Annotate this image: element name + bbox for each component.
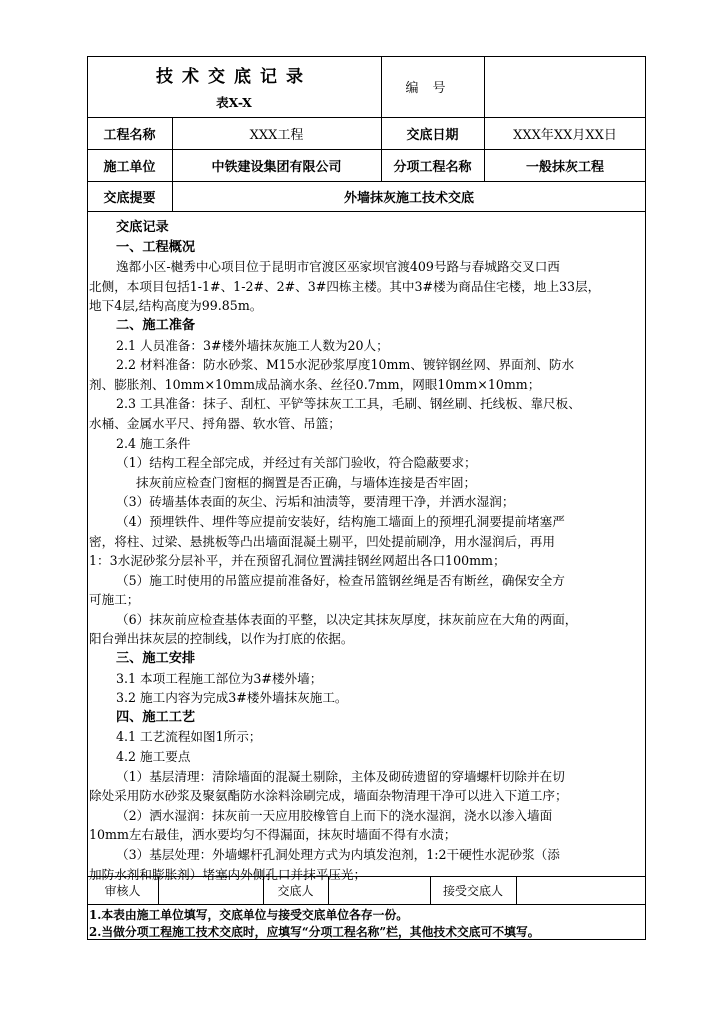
reviewer-label: 审核人 [104,883,141,898]
record-heading: 交底记录 [116,220,169,235]
reviewer-field[interactable] [158,876,263,904]
section-heading: 二、施工准备 [116,317,196,333]
text-line: 4.2 施工要点 [116,749,191,765]
unit-label: 施工单位 [103,159,156,175]
text-line: 北侧，本项目包括1-1#、1-2#、2#、3#四栋主楼。其中3#楼为商品住宅楼，地上33层， [89,278,601,294]
text-line: （1）结构工程全部完成，并经过有关部门验收，符合隐蔽要求； [116,455,477,471]
text-line: 抹灰前应检查门窗框的搁置是否正确，与墙体连接是否牢固； [136,474,477,490]
date-label: 交底日期 [406,127,459,143]
text-line: 密，将柱、过梁、悬挑板等凸出墙面混凝土剔平，凹处提前刷净，用水湿润后，再用 [89,533,555,549]
text-line: （6）抹灰前应检查基体表面的平整，以决定其抹灰厚度，抹灰前应在大角的两面， [116,611,578,627]
text-line: 2.2 材料准备：防水砂浆、M15水泥砂浆厚度10mm、镀锌钢丝网、界面剂、防水 [116,357,575,373]
text-line: （4）预埋铁件、埋件等应提前安装好，结构施工墙面上的预埋孔洞要提前堵塞严 [116,513,565,529]
row-divider [87,211,646,212]
section-heading: 四、施工工艺 [116,709,196,725]
discloser-field[interactable] [328,876,430,904]
text-line: 2.1 人员准备：3#楼外墙抹灰施工人数为20人； [116,337,389,353]
record-body[interactable] [89,218,645,884]
text-line: 10mm左右最佳，洒水要均匀不得漏面，抹灰时墙面不得有水渍； [89,827,457,843]
text-line: 2.4 施工条件 [116,435,191,451]
text-line: 2.3 工具准备：抹子、刮杠、平铲等抹灰工工具，毛刷、钢丝刷、托线板、靠尺板、 [116,396,581,412]
text-line: 剂、膨胀剂、10mm×10mm成品滴水条、丝径0.7mm，网眼10mm×10mm； [89,376,541,392]
text-line: 逸都小区-樾秀中心项目位于昆明市官渡区巫家坝官渡409号路与春城路交叉口西 [116,259,560,275]
text-line: 1：3水泥砂浆分层补平，并在预留孔洞位置满挂钢丝网超出各口100mm； [89,553,506,569]
project-name-field[interactable]: XXX工程 [249,127,304,143]
text-line: （3）砖墙基体表面的灰尘、污垢和油渍等，要清理干净，并洒水湿润； [116,494,515,510]
text-line: （3）基层处理：外墙螺杆孔洞处理方式为内填发泡剂，1:2干硬性水泥砂浆（添 [116,847,560,862]
form-subtitle: 表X-X [216,95,252,110]
section-heading: 一、工程概况 [116,239,196,255]
text-line: （5）施工时使用的吊篮应提前准备好，检查吊篮钢丝绳是否有断丝，确保安全方 [116,572,565,588]
footnotes [89,907,540,941]
text-line: 除处采用防水砂浆及聚氨酯防水涂料涂刷完成，墙面杂物清理干净可以进入下道工序； [89,788,568,804]
summary-field[interactable]: 外墙抹灰施工技术交底 [343,190,474,206]
text-line: 地下4层,结构高度为99.85m。 [89,298,263,314]
discloser-label: 交底人 [277,883,314,898]
summary-label: 交底提要 [103,190,156,206]
text-line: （1）基层清理：清除墙面的混凝土剔除，主体及砌砖遗留的穿墙螺杆切除并在切 [116,768,565,784]
footnote: 1.本表由施工单位填写，交底单位与接受交底单位各存一份。 [89,908,409,922]
number-field[interactable] [484,56,646,117]
unit-field[interactable]: 中铁建设集团有限公司 [211,159,342,175]
text-line: 4.1 工艺流程如图1所示； [116,729,262,745]
text-line: （2）洒水湿润：抹灰前一天应用胶橡管自上而下的浇水湿润，浇水以渗入墙面 [116,807,553,823]
row-divider [87,904,646,905]
text-line: 3.2 施工内容为完成3#楼外墙抹灰施工。 [116,690,348,706]
number-label: 编号 [405,81,460,96]
project-name-label: 工程名称 [103,127,156,143]
receiver-label: 接受交底人 [442,883,503,898]
text-line: 水桶、金属水平尺、捋角器、软水管、吊篮； [89,415,341,431]
text-line: 可施工； [89,592,140,608]
text-line: 加防水剂和膨胀剂）堵塞内外侧孔口并抹平压光； [89,866,367,882]
text-line: 3.1 本项工程施工部位为3#楼外墙； [116,670,323,686]
form-title: 技术交底记录 [156,66,312,87]
date-field[interactable]: XXX年XX月XX日 [513,127,617,143]
footnote: 2.当做分项工程施工技术交底时，应填写“分项工程名称”栏，其他技术交底可不填写。 [89,925,540,939]
section-heading: 三、施工安排 [116,651,196,667]
receiver-field[interactable] [516,876,646,904]
subproject-field[interactable]: 一般抹灰工程 [525,159,604,175]
text-line: 阳台弹出抹灰层的控制线，以作为打底的依据。 [89,631,354,647]
subproject-label: 分项工程名称 [393,159,472,175]
